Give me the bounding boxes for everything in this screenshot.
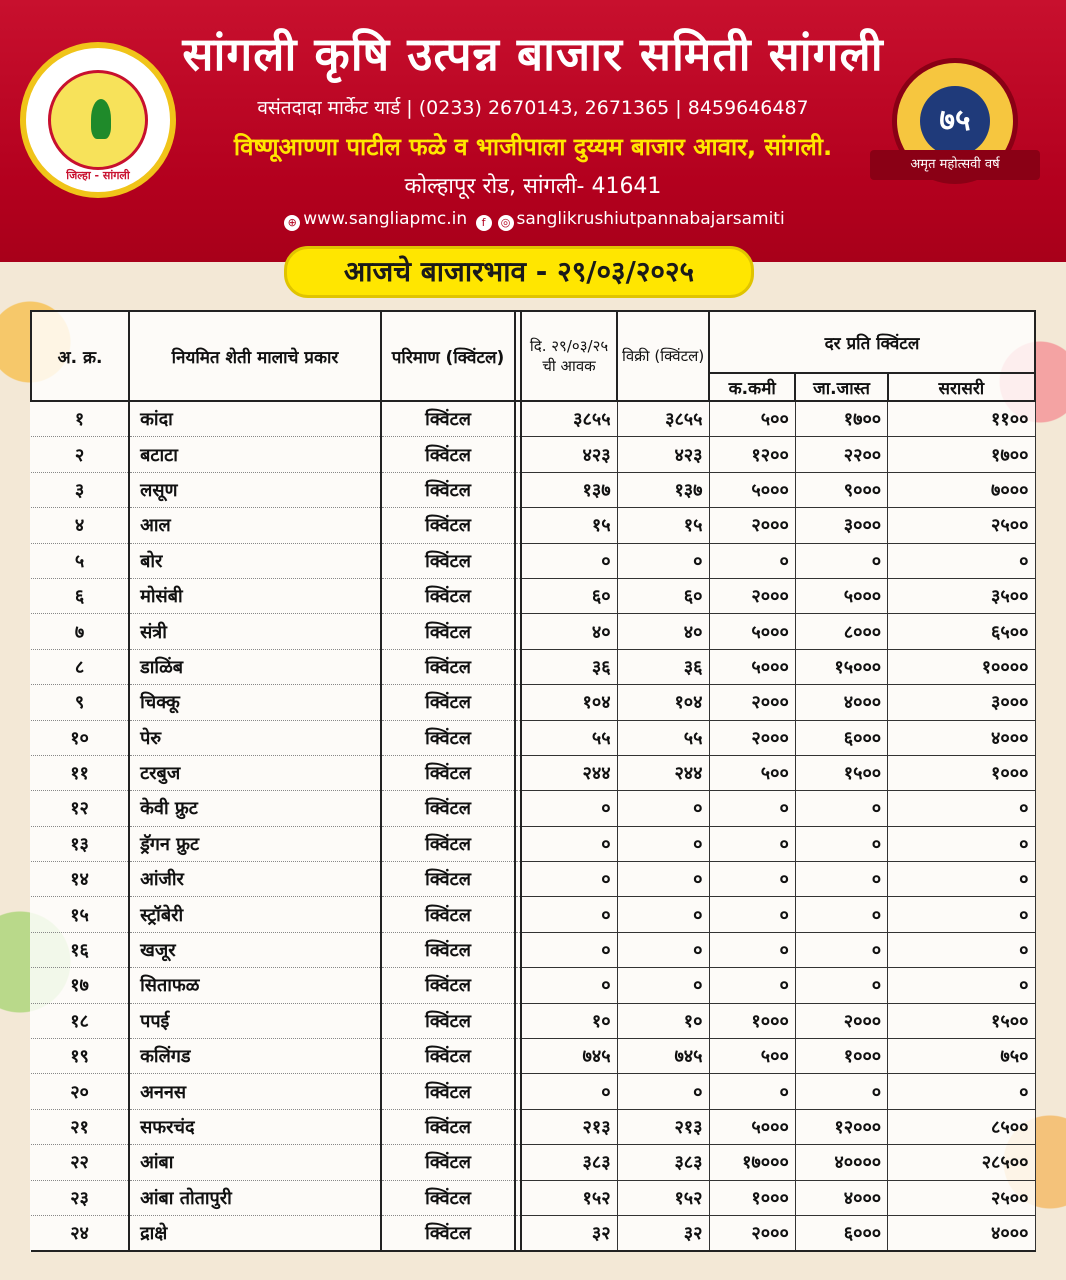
address-line: वसंतदादा मार्केट यार्ड | (0233) 2670143, 2671365 | 8459646487 bbox=[257, 97, 809, 119]
row-commodity: सफरचंद bbox=[129, 1109, 381, 1144]
row-serial: २४ bbox=[31, 1215, 129, 1251]
header bbox=[0, 0, 1066, 262]
row-commodity: खजूर bbox=[129, 932, 381, 967]
table-row bbox=[31, 685, 1035, 720]
row-unit: क्विंटल bbox=[381, 578, 515, 613]
row-sale: ० bbox=[617, 897, 709, 932]
row-unit: क्विंटल bbox=[381, 755, 515, 790]
row-min-rate: ५००० bbox=[709, 614, 795, 649]
row-min-rate: ५०० bbox=[709, 755, 795, 790]
table-row bbox=[31, 791, 1035, 826]
row-sale: १३७ bbox=[617, 472, 709, 507]
table-row bbox=[31, 1003, 1035, 1038]
row-min-rate: ५००० bbox=[709, 1109, 795, 1144]
row-commodity: पेरु bbox=[129, 720, 381, 755]
row-serial: २३ bbox=[31, 1180, 129, 1215]
row-min-rate: २००० bbox=[709, 508, 795, 543]
row-arrival: ७४५ bbox=[521, 1039, 617, 1074]
row-avg-rate: ० bbox=[888, 932, 1035, 967]
table-row bbox=[31, 968, 1035, 1003]
row-serial: ४ bbox=[31, 508, 129, 543]
row-unit: क्विंटल bbox=[381, 897, 515, 932]
row-arrival: २४४ bbox=[521, 755, 617, 790]
row-min-rate: १७००० bbox=[709, 1145, 795, 1180]
row-sale: ३८३ bbox=[617, 1145, 709, 1180]
row-commodity: द्राक्षे bbox=[129, 1215, 381, 1251]
row-unit: क्विंटल bbox=[381, 1003, 515, 1038]
row-max-rate: ४००० bbox=[795, 685, 887, 720]
row-unit: क्विंटल bbox=[381, 508, 515, 543]
row-commodity: आंबा तोतापुरी bbox=[129, 1180, 381, 1215]
price-table bbox=[30, 310, 1036, 1252]
row-serial: १६ bbox=[31, 932, 129, 967]
row-serial: २१ bbox=[31, 1109, 129, 1144]
header-min: क.कमी bbox=[709, 373, 795, 401]
row-unit: क्विंटल bbox=[381, 649, 515, 684]
row-serial: ६ bbox=[31, 578, 129, 613]
row-sale: ६० bbox=[617, 578, 709, 613]
farmer-emblem-icon bbox=[91, 99, 111, 139]
row-arrival: ३६ bbox=[521, 649, 617, 684]
row-unit: क्विंटल bbox=[381, 720, 515, 755]
row-min-rate: २००० bbox=[709, 578, 795, 613]
row-commodity: बोर bbox=[129, 543, 381, 578]
table-row bbox=[31, 1145, 1035, 1180]
row-arrival: ५५ bbox=[521, 720, 617, 755]
row-max-rate: १७०० bbox=[795, 401, 887, 437]
table-row bbox=[31, 649, 1035, 684]
row-max-rate: २००० bbox=[795, 1003, 887, 1038]
road-address: कोल्हापूर रोड, सांगली- 41641 bbox=[404, 174, 662, 199]
row-unit: क्विंटल bbox=[381, 1215, 515, 1251]
table-row bbox=[31, 578, 1035, 613]
row-serial: ११ bbox=[31, 755, 129, 790]
row-arrival: १०४ bbox=[521, 685, 617, 720]
row-commodity: अननस bbox=[129, 1074, 381, 1109]
website-link[interactable]: www.sangliapmc.in bbox=[303, 209, 468, 229]
row-arrival: ० bbox=[521, 932, 617, 967]
row-avg-rate: १५०० bbox=[888, 1003, 1035, 1038]
row-max-rate: २२०० bbox=[795, 437, 887, 472]
header-arrival: दि. २९/०३/२५ ची आवक bbox=[521, 311, 617, 401]
row-avg-rate: ४००० bbox=[888, 720, 1035, 755]
header-sale: विक्री (क्विंटल) bbox=[617, 311, 709, 401]
table-row bbox=[31, 755, 1035, 790]
row-unit: क्विंटल bbox=[381, 472, 515, 507]
table-row bbox=[31, 1180, 1035, 1215]
row-commodity: केवी फ्रुट bbox=[129, 791, 381, 826]
row-commodity: लसूण bbox=[129, 472, 381, 507]
row-max-rate: ० bbox=[795, 1074, 887, 1109]
row-avg-rate: ० bbox=[888, 897, 1035, 932]
anniversary-number: ७५ bbox=[920, 86, 990, 156]
row-commodity: आंबा bbox=[129, 1145, 381, 1180]
row-sale: ७४५ bbox=[617, 1039, 709, 1074]
row-serial: १३ bbox=[31, 826, 129, 861]
row-avg-rate: ० bbox=[888, 543, 1035, 578]
row-min-rate: ० bbox=[709, 897, 795, 932]
row-arrival: ३८३ bbox=[521, 1145, 617, 1180]
row-serial: ३ bbox=[31, 472, 129, 507]
row-serial: १५ bbox=[31, 897, 129, 932]
row-max-rate: ८००० bbox=[795, 614, 887, 649]
row-serial: १७ bbox=[31, 968, 129, 1003]
row-arrival: ० bbox=[521, 862, 617, 897]
social-handle[interactable]: sanglikrushiutpannabajarsamiti bbox=[516, 209, 785, 229]
price-rows bbox=[31, 401, 1035, 1251]
row-sale: ३२ bbox=[617, 1215, 709, 1251]
row-min-rate: ० bbox=[709, 862, 795, 897]
table-row bbox=[31, 614, 1035, 649]
row-max-rate: ० bbox=[795, 543, 887, 578]
row-min-rate: २००० bbox=[709, 1215, 795, 1251]
row-sale: ५५ bbox=[617, 720, 709, 755]
row-sale: १०४ bbox=[617, 685, 709, 720]
date-banner bbox=[284, 246, 754, 298]
row-arrival: ० bbox=[521, 543, 617, 578]
header-avg: सरासरी bbox=[888, 373, 1035, 401]
row-arrival: ६० bbox=[521, 578, 617, 613]
row-avg-rate: २५०० bbox=[888, 1180, 1035, 1215]
row-arrival: ० bbox=[521, 968, 617, 1003]
contact-links bbox=[150, 209, 916, 231]
row-serial: १ bbox=[31, 401, 129, 437]
row-max-rate: ० bbox=[795, 897, 887, 932]
row-max-rate: ६००० bbox=[795, 1215, 887, 1251]
row-avg-rate: १७०० bbox=[888, 437, 1035, 472]
row-avg-rate: ३५०० bbox=[888, 578, 1035, 613]
table-row bbox=[31, 862, 1035, 897]
row-max-rate: १००० bbox=[795, 1039, 887, 1074]
row-min-rate: ५०० bbox=[709, 401, 795, 437]
row-sale: ३६ bbox=[617, 649, 709, 684]
row-unit: क्विंटल bbox=[381, 1074, 515, 1109]
row-unit: क्विंटल bbox=[381, 1039, 515, 1074]
row-arrival: १० bbox=[521, 1003, 617, 1038]
facebook-icon[interactable]: f bbox=[476, 215, 492, 231]
row-serial: ८ bbox=[31, 649, 129, 684]
row-avg-rate: २५०० bbox=[888, 508, 1035, 543]
row-max-rate: १५००० bbox=[795, 649, 887, 684]
row-commodity: कलिंगड bbox=[129, 1039, 381, 1074]
row-arrival: ० bbox=[521, 1074, 617, 1109]
row-max-rate: ५००० bbox=[795, 578, 887, 613]
row-sale: १५ bbox=[617, 508, 709, 543]
row-max-rate: ० bbox=[795, 862, 887, 897]
table-row bbox=[31, 401, 1035, 437]
row-min-rate: ५०० bbox=[709, 1039, 795, 1074]
row-serial: २२ bbox=[31, 1145, 129, 1180]
row-unit: क्विंटल bbox=[381, 543, 515, 578]
row-min-rate: ० bbox=[709, 932, 795, 967]
row-serial: ७ bbox=[31, 614, 129, 649]
row-max-rate: ४०००० bbox=[795, 1145, 887, 1180]
row-min-rate: ० bbox=[709, 791, 795, 826]
row-avg-rate: ६५०० bbox=[888, 614, 1035, 649]
banner-text: आजचे बाजारभाव - २९/०३/२०२५ bbox=[343, 255, 695, 288]
instagram-icon[interactable]: ◎ bbox=[498, 215, 514, 231]
row-commodity: सिताफळ bbox=[129, 968, 381, 1003]
table-row bbox=[31, 1074, 1035, 1109]
row-serial: १९ bbox=[31, 1039, 129, 1074]
row-max-rate: ३००० bbox=[795, 508, 887, 543]
row-min-rate: ० bbox=[709, 826, 795, 861]
globe-icon: ⊕ bbox=[284, 215, 300, 231]
row-max-rate: ० bbox=[795, 826, 887, 861]
row-sale: १५२ bbox=[617, 1180, 709, 1215]
row-avg-rate: ० bbox=[888, 826, 1035, 861]
table-row bbox=[31, 437, 1035, 472]
row-min-rate: ० bbox=[709, 543, 795, 578]
row-arrival: ० bbox=[521, 826, 617, 861]
table-row bbox=[31, 826, 1035, 861]
row-min-rate: ० bbox=[709, 968, 795, 1003]
amrit-mahotsav-logo bbox=[870, 58, 1040, 198]
row-serial: १२ bbox=[31, 791, 129, 826]
row-commodity: आंजीर bbox=[129, 862, 381, 897]
row-commodity: डाळिंब bbox=[129, 649, 381, 684]
row-sale: ० bbox=[617, 968, 709, 1003]
row-unit: क्विंटल bbox=[381, 1109, 515, 1144]
row-arrival: ३८५५ bbox=[521, 401, 617, 437]
table-row bbox=[31, 543, 1035, 578]
table-row bbox=[31, 472, 1035, 507]
row-arrival: १५२ bbox=[521, 1180, 617, 1215]
row-commodity: मोसंबी bbox=[129, 578, 381, 613]
row-avg-rate: ७००० bbox=[888, 472, 1035, 507]
row-unit: क्विंटल bbox=[381, 862, 515, 897]
row-commodity: ड्रॅगन फ्रुट bbox=[129, 826, 381, 861]
row-sale: ० bbox=[617, 791, 709, 826]
row-avg-rate: ० bbox=[888, 968, 1035, 1003]
row-max-rate: ० bbox=[795, 791, 887, 826]
row-unit: क्विंटल bbox=[381, 932, 515, 967]
row-unit: क्विंटल bbox=[381, 437, 515, 472]
row-sale: ० bbox=[617, 932, 709, 967]
row-arrival: १३७ bbox=[521, 472, 617, 507]
row-avg-rate: ० bbox=[888, 1074, 1035, 1109]
row-min-rate: ५००० bbox=[709, 649, 795, 684]
header-serial: अ. क्र. bbox=[31, 311, 129, 401]
row-unit: क्विंटल bbox=[381, 968, 515, 1003]
row-avg-rate: २८५०० bbox=[888, 1145, 1035, 1180]
row-avg-rate: १००० bbox=[888, 755, 1035, 790]
row-commodity: स्ट्रॉबेरी bbox=[129, 897, 381, 932]
row-max-rate: ४००० bbox=[795, 1180, 887, 1215]
row-unit: क्विंटल bbox=[381, 614, 515, 649]
row-sale: ० bbox=[617, 543, 709, 578]
row-serial: २ bbox=[31, 437, 129, 472]
page-title: सांगली कृषि उत्पन्न बाजार समिती सांगली bbox=[182, 27, 884, 81]
row-sale: २४४ bbox=[617, 755, 709, 790]
row-commodity: टरबुज bbox=[129, 755, 381, 790]
row-max-rate: ० bbox=[795, 932, 887, 967]
table-row bbox=[31, 508, 1035, 543]
row-arrival: ० bbox=[521, 791, 617, 826]
row-avg-rate: ३००० bbox=[888, 685, 1035, 720]
header-commodity: नियमित शेती मालाचे प्रकार bbox=[129, 311, 381, 401]
market-subtitle: विष्णूआण्णा पाटील फळे व भाजीपाला दुय्यम बाजार आवार, सांगली. bbox=[233, 133, 833, 161]
row-unit: क्विंटल bbox=[381, 1180, 515, 1215]
row-min-rate: ० bbox=[709, 1074, 795, 1109]
row-serial: १० bbox=[31, 720, 129, 755]
row-arrival: ३२ bbox=[521, 1215, 617, 1251]
row-commodity: कांदा bbox=[129, 401, 381, 437]
row-avg-rate: १०००० bbox=[888, 649, 1035, 684]
row-arrival: २१३ bbox=[521, 1109, 617, 1144]
row-max-rate: १५०० bbox=[795, 755, 887, 790]
table-row bbox=[31, 720, 1035, 755]
row-commodity: चिक्कू bbox=[129, 685, 381, 720]
row-commodity: संत्री bbox=[129, 614, 381, 649]
header-max: जा.जास्त bbox=[795, 373, 887, 401]
row-min-rate: १००० bbox=[709, 1003, 795, 1038]
row-unit: क्विंटल bbox=[381, 826, 515, 861]
row-sale: ४२३ bbox=[617, 437, 709, 472]
row-min-rate: २००० bbox=[709, 720, 795, 755]
row-min-rate: १२०० bbox=[709, 437, 795, 472]
row-commodity: पपई bbox=[129, 1003, 381, 1038]
row-commodity: आल bbox=[129, 508, 381, 543]
row-avg-rate: ११०० bbox=[888, 401, 1035, 437]
row-arrival: ० bbox=[521, 897, 617, 932]
row-sale: ३८५५ bbox=[617, 401, 709, 437]
row-sale: ४० bbox=[617, 614, 709, 649]
row-sale: २१३ bbox=[617, 1109, 709, 1144]
logo-emblem bbox=[48, 70, 148, 170]
row-unit: क्विंटल bbox=[381, 685, 515, 720]
row-avg-rate: ७५० bbox=[888, 1039, 1035, 1074]
row-commodity: बटाटा bbox=[129, 437, 381, 472]
table-row bbox=[31, 1109, 1035, 1144]
row-arrival: ४० bbox=[521, 614, 617, 649]
row-unit: क्विंटल bbox=[381, 791, 515, 826]
row-max-rate: ९००० bbox=[795, 472, 887, 507]
row-serial: ९ bbox=[31, 685, 129, 720]
row-arrival: ४२३ bbox=[521, 437, 617, 472]
row-sale: ० bbox=[617, 826, 709, 861]
row-serial: १८ bbox=[31, 1003, 129, 1038]
row-unit: क्विंटल bbox=[381, 401, 515, 437]
row-max-rate: ६००० bbox=[795, 720, 887, 755]
anniversary-ribbon: अमृत महोत्सवी वर्ष bbox=[870, 150, 1040, 180]
row-sale: १० bbox=[617, 1003, 709, 1038]
table-row bbox=[31, 1215, 1035, 1251]
row-avg-rate: ८५०० bbox=[888, 1109, 1035, 1144]
row-serial: १४ bbox=[31, 862, 129, 897]
row-max-rate: ० bbox=[795, 968, 887, 1003]
table-row bbox=[31, 897, 1035, 932]
row-min-rate: ५००० bbox=[709, 472, 795, 507]
logo-caption: जिल्हा - सांगली bbox=[66, 169, 130, 182]
row-avg-rate: ४००० bbox=[888, 1215, 1035, 1251]
row-sale: ० bbox=[617, 1074, 709, 1109]
row-sale: ० bbox=[617, 862, 709, 897]
row-min-rate: १००० bbox=[709, 1180, 795, 1215]
row-serial: ५ bbox=[31, 543, 129, 578]
header-unit: परिमाण (क्विंटल) bbox=[381, 311, 515, 401]
row-min-rate: २००० bbox=[709, 685, 795, 720]
row-avg-rate: ० bbox=[888, 862, 1035, 897]
table-row bbox=[31, 932, 1035, 967]
table-row bbox=[31, 1039, 1035, 1074]
row-max-rate: १२००० bbox=[795, 1109, 887, 1144]
row-serial: २० bbox=[31, 1074, 129, 1109]
header-rate: दर प्रति क्विंटल bbox=[709, 311, 1035, 373]
row-arrival: १५ bbox=[521, 508, 617, 543]
row-avg-rate: ० bbox=[888, 791, 1035, 826]
row-unit: क्विंटल bbox=[381, 1145, 515, 1180]
